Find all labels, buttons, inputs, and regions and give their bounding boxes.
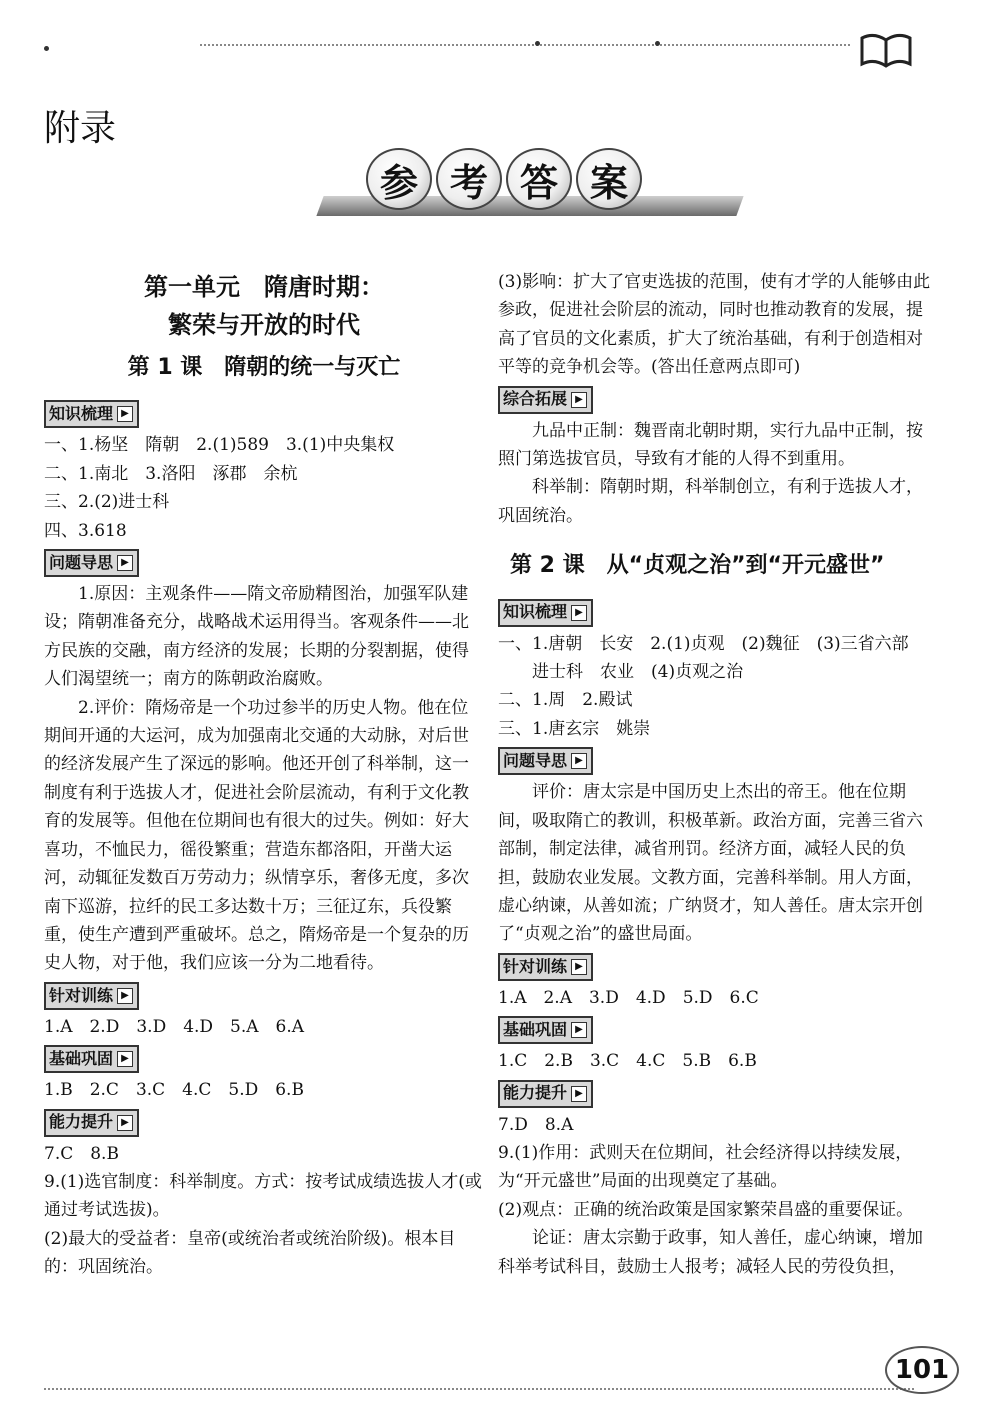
section-label: 能力提升 ▶ (498, 1080, 593, 1108)
answer-line: (2)最大的受益者：皇帝(或统治者或统治阶级)。根本目的：巩固统治。 (44, 1228, 456, 1278)
play-arrow-icon: ▶ (571, 1086, 587, 1102)
play-arrow-icon: ▶ (117, 555, 133, 571)
header-dot (655, 41, 660, 46)
lesson-title: 第 2 课 从“贞观之治”到“开元盛世” (510, 553, 885, 579)
play-arrow-icon: ▶ (571, 753, 587, 769)
book-icon (858, 32, 914, 68)
answer-paragraph: 2.评价：隋炀帝是一个功过参半的历史人物。他在位期间开通的大运河，成为加强南北交通的大动脉，对后世的经济发展产生了深远的影响。他还开创了科举制，这一制度有利于选拔人才，促进社会阶层流动，有利于文化教育的发展等。但他在位期间也有很大的过失。例如：好大喜功，不恤民力，徭役繁重；营造东都洛阳，开凿大运河，动辄征发数百万劳动力；纵情享乐，奢侈无度，多次南下巡游，拉纤的民工多达数十万；三征辽东，兵役繁重，使生产遭到严重破坏。总之，隋炀帝是一个复杂的历史人物，对于他，我们应该一分为二地看待。 (44, 697, 469, 974)
section-label: 能力提升 ▶ (44, 1109, 139, 1137)
section-label: 针对训练 ▶ (498, 953, 593, 981)
play-arrow-icon: ▶ (571, 392, 587, 408)
answer-line: 7.C 8.B (44, 1143, 119, 1164)
banner-char: 答 (506, 148, 572, 210)
answer-paragraph: (3)影响：扩大了官吏选拔的范围，使有才学的人能够由此参政，促进社会阶层的流动，同时也推动教育的发展，提高了官员的文化素质，扩大了统治基础，有利于创造相对平等的竞争机会等。(答出任意两点即可) (498, 272, 931, 378)
answer-paragraph: 九品中正制：魏晋南北朝时期，实行九品中正制，按照门第选拔官员，导致有才能的人得不到重用。 (498, 420, 923, 470)
answer-line: (2)观点：正确的统治政策是国家繁荣昌盛的重要保证。 (498, 1199, 914, 1220)
answer-line: 一、1.杨坚 隋朝 2.(1)589 3.(1)中央集权 (44, 435, 395, 456)
header-dot (44, 46, 49, 51)
section-label: 基础巩固 ▶ (498, 1016, 593, 1044)
play-arrow-icon: ▶ (571, 959, 587, 975)
answer-paragraph: 论证：唐太宗勤于政事，知人善任，虚心纳谏，增加科举考试科目，鼓励士人报考；减轻人民的劳役负担， (498, 1228, 923, 1277)
footer-rule (44, 1388, 914, 1390)
banner-char: 考 (436, 148, 502, 210)
play-arrow-icon: ▶ (571, 1022, 587, 1038)
answer-line: 二、1.南北 3.洛阳 涿郡 余杭 (44, 463, 298, 484)
header-rule (200, 44, 850, 46)
lesson-title: 第 1 课 隋朝的统一与灭亡 (127, 355, 401, 380)
answer-line: 二、1.周 2.殿试 (498, 690, 633, 711)
answer-paragraph: 1.原因：主观条件——隋文帝励精图治，加强军队建设；隋朝准备充分，战略战术运用得当。客观条件——北方民族的交融，南方经济的发展；长期的分裂割据，使得人们渴望统一；南方的陈朝政治腐败。 (44, 584, 469, 690)
answer-line: 三、2.(2)进士科 (44, 492, 170, 513)
answer-line: 三、1.唐玄宗 姚崇 (498, 718, 651, 739)
banner-char: 参 (366, 148, 432, 210)
unit-title: 第一单元 隋唐时期： (144, 273, 384, 301)
left-column (44, 268, 484, 1282)
right-column (498, 268, 938, 1281)
play-arrow-icon: ▶ (571, 605, 587, 621)
answer-line: 9.(1)作用：武则天在位期间，社会经济得以持续发展，为“开元盛世”局面的出现奠定了基础。 (498, 1142, 913, 1192)
header-dot (535, 41, 540, 46)
section-label: 问题导思 ▶ (44, 549, 139, 577)
answer-line: 1.B 2.C 3.C 4.C 5.D 6.B (44, 1080, 304, 1101)
section-label: 针对训练 ▶ (44, 982, 139, 1010)
answer-line: 一、1.唐朝 长安 2.(1)贞观 (2)魏征 (3)三省六部 进士科 农业 (4)贞观之治 (498, 633, 926, 683)
unit-title: 繁荣与开放的时代 (168, 311, 360, 339)
section-label: 知识梳理 ▶ (44, 400, 139, 428)
play-arrow-icon: ▶ (117, 1051, 133, 1067)
answer-key-banner (320, 148, 740, 220)
appendix-heading: 附录 (44, 108, 117, 149)
answer-paragraph: 科举制：隋朝时期，科举制创立，有利于选拔人才，巩固统治。 (498, 477, 923, 526)
answer-line: 7.D 8.A (498, 1114, 574, 1135)
answer-line: 1.A 2.D 3.D 4.D 5.A 6.A (44, 1016, 305, 1037)
answer-paragraph: 评价：唐太宗是中国历史上杰出的帝王。他在位期间，吸取隋亡的教训，积极革新。政治方面，完善三省六部制，制定法律，减省刑罚。经济方面，减轻人民的负担，鼓励农业发展。文教方面，完善科举制。用人方面，虚心纳谏，从善如流；广纳贤才，知人善任。唐太宗开创了“贞观之治”的盛世局面。 (498, 782, 923, 945)
answer-line: 9.(1)选官制度：科举制度。方式：按考试成绩选拔人才(或通过考试选拔)。 (44, 1171, 482, 1221)
answer-line: 1.A 2.A 3.D 4.D 5.D 6.C (498, 987, 759, 1008)
answer-line: 1.C 2.B 3.C 4.C 5.B 6.B (498, 1051, 757, 1072)
play-arrow-icon: ▶ (117, 1115, 133, 1131)
play-arrow-icon: ▶ (117, 988, 133, 1004)
section-label: 问题导思 ▶ (498, 747, 593, 775)
section-label: 综合拓展 ▶ (498, 386, 593, 414)
section-label: 基础巩固 ▶ (44, 1045, 139, 1073)
banner-char: 案 (576, 148, 642, 210)
play-arrow-icon: ▶ (117, 406, 133, 422)
answer-line: 四、3.618 (44, 520, 127, 541)
page-number: 101 (885, 1346, 959, 1394)
section-label: 知识梳理 ▶ (498, 599, 593, 627)
